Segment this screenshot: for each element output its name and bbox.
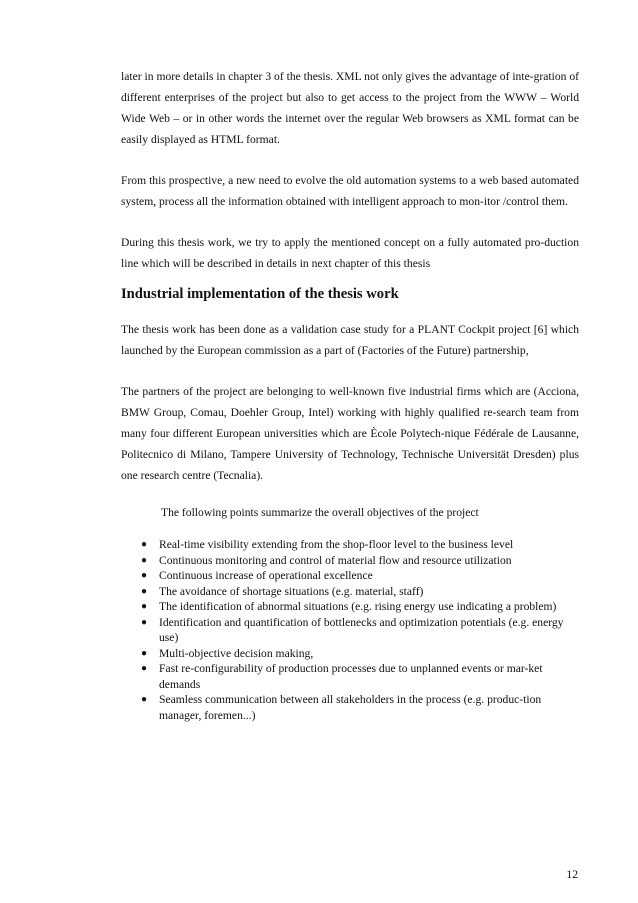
paragraph-automation-need: From this prospective, a new need to evolve the old automation systems to a web based automated system, process all the information obtained with intelligent approach to mon-itor /control them. [121,174,579,208]
list-item [121,646,579,662]
bullet-icon: ● [141,647,148,659]
list-item-text: Fast re-configurability of production processes due to unplanned events or mar-ket demands [159,662,543,691]
paragraph-objectives-intro: The following points summarize the overall objectives of the project [161,506,479,519]
page-content [121,66,579,723]
section-heading: Industrial implementation of the thesis work [121,286,399,302]
bullet-icon: ● [141,601,148,612]
list-item-text: Multi-objective decision making, [159,646,314,660]
list-item-text: Continuous increase of operational excellence [159,569,373,582]
list-item-text: Continuous monitoring and control of material flow and resource utilization [159,553,512,567]
paragraph-thesis-application: During this thesis work, we try to apply the mentioned concept on a fully automated pro-duction line which will be described in details in next chapter of this thesis [121,236,579,270]
list-item [121,553,579,569]
paragraph-project-partners: The partners of the project are belonging to well-known five industrial firms which are (Acciona, BMW Group, Comau, Doehler Group, Intel) working with highly qualified re-search team from many four different European universities which are Ècole Polytech-nique Fédérale de Lausanne, Politecnico di Milano, Tampere University of Technology, Technische Universität Dresden) plus one research centre (Tecnalia). [121,385,579,482]
list-item [121,692,579,723]
list-item [121,537,579,553]
bullet-icon: ● [141,663,148,674]
bullet-icon: ● [141,570,148,581]
list-item-text: Identification and quantification of bottlenecks and optimization potentials (e.g. energy use) [159,615,564,644]
bullet-icon: ● [141,694,148,705]
list-item-text: Real-time visibility extending from the shop-floor level to the business level [159,538,514,551]
bullet-icon: ● [141,616,148,628]
list-item [121,584,579,600]
paragraph-plant-cockpit: The thesis work has been done as a validation case study for a PLANT Cockpit project [6] which launched by the European commission as a part of (Factories of the Future) partnership, [121,323,579,357]
bullet-icon: ● [141,539,148,550]
paragraph-xml-intro: later in more details in chapter 3 of the thesis. XML not only gives the advantage of inte-gration of different enterprises of the project but also to get access to the project from the WWW – World Wide Web – or in other words the internet over the regular Web browsers as XML format can be easily displayed as HTML format. [121,70,579,146]
list-item-text: The avoidance of shortage situations (e.g. material, staff) [159,584,424,598]
objectives-list [121,537,579,723]
list-item [121,599,579,615]
list-item [121,661,579,692]
list-item-text: Seamless communication between all stakeholders in the process (e.g. produc-tion manager, foremen...) [159,693,542,722]
list-item [121,568,579,584]
list-item-text: The identification of abnormal situations (e.g. rising energy use indicating a problem) [159,600,557,613]
page-number: 12 [566,868,578,881]
list-item [121,615,579,646]
bullet-icon: ● [141,554,148,566]
bullet-icon: ● [141,585,148,597]
